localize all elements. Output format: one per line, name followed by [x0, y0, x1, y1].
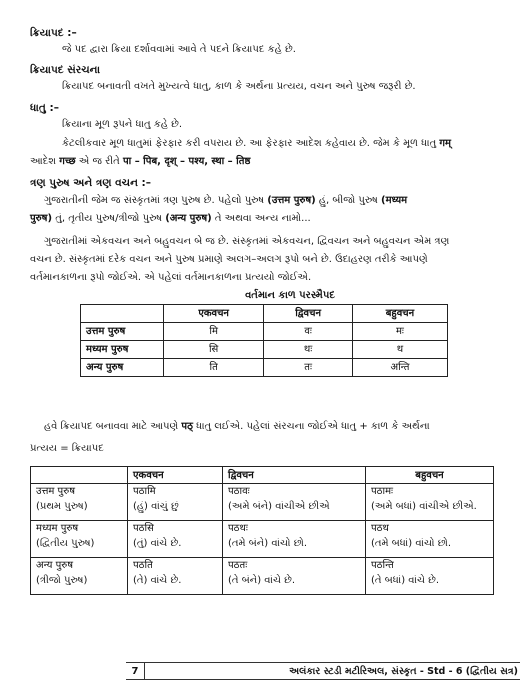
gloss: (અમે બધાં) વાંચીએ છીએ. — [371, 501, 477, 512]
intro2-l1a: હવે ક્રિયાપદ બનાવવા માટે આપણે — [44, 421, 179, 432]
table-cell: मि — [164, 323, 264, 341]
gloss: (તમે બધાં) વાંચો છો. — [371, 538, 452, 549]
table-header: बहुवचन — [366, 467, 494, 484]
row-label-cell — [31, 521, 128, 558]
table-header: एकवचन — [128, 467, 223, 484]
table-header: बहुवचन — [352, 305, 447, 323]
dhatu-line3 — [30, 155, 250, 168]
dhatu-line3-mid: એ જ રીતે — [78, 156, 120, 167]
table-cell: मः — [352, 323, 447, 341]
purush-l1a: ગુજરાતીની જેમ જ સંસ્કૃતમાં ત્રણ પુરુષ છે. પહેલો પુરુષ — [44, 195, 265, 206]
word-form: पठन्ति — [371, 560, 394, 571]
table-header: द्विवचन — [264, 305, 353, 323]
purush-line1 — [44, 194, 407, 207]
table-row — [81, 323, 448, 341]
table-header — [81, 305, 164, 323]
table-cell: थ — [352, 341, 447, 359]
kriyapad-text: જે પદ દ્વારા ક્રિયા દર્શાવવામાં આવે તે પદને ક્રિયાપદ કહે છે. — [62, 44, 296, 55]
table-cell — [223, 521, 366, 558]
page-footer — [126, 662, 520, 680]
purush-l2b: તું, તૃતીય પુરુષ/ત્રીજો પુરુષ — [55, 213, 163, 224]
intro2-line1 — [44, 420, 430, 433]
intro2-path: पठ् — [181, 421, 193, 432]
path-conjugation-table — [30, 466, 494, 595]
intro2-line2: પ્રત્યય = ક્રિયાપદ — [30, 443, 104, 454]
table-row — [81, 359, 448, 377]
vachan-line3: વર્તમાનકાળના રૂપો જોઈએ. એ પહેલાં વર્તમાનકાળના પ્રત્યયો જોઈએ. — [30, 272, 312, 283]
gloss: (તમે બંને) વાંચો છો. — [228, 538, 308, 549]
dhatu-gam: गम् — [439, 138, 452, 149]
row-sublabel: (ત્રીજો પુરુષ) — [36, 575, 88, 586]
word-form: पठतः — [228, 560, 248, 571]
word-form: पठामः — [371, 486, 394, 497]
dhatu-line2 — [62, 137, 451, 150]
vachan-line2: વચન છે. સંસ્કૃતમાં દરેક વચન અને પુરુષ પ્રમાણે અલગ–અલગ રૂપો બને છે. ઉદાહરણ તરીકે આપણે — [30, 254, 428, 265]
gloss: (હું) વાંચું છું — [133, 501, 179, 512]
row-label-cell — [31, 484, 128, 521]
footer-text: અલંકાર સ્ટડી મટીરિઅલ, સંસ્કૃત - Std - 6 (દ્વિતીય સત્ર) — [289, 665, 518, 677]
table-cell — [366, 484, 494, 521]
table-cell: तः — [264, 359, 353, 377]
purush-l1c: હું, બીજો પુરુષ — [318, 195, 378, 206]
table-cell — [366, 521, 494, 558]
table-cell — [128, 558, 223, 595]
heading-rachna: ક્રિયાપદ સંરચના — [30, 64, 101, 76]
table-cell: वः — [264, 323, 353, 341]
dhatu-examples: पा – पिब, दृश् – पश्य, स्था – तिष्ठ — [122, 156, 251, 167]
row-sublabel: (દ્વિતીય પુરુષ) — [36, 538, 95, 549]
table-cell: थः — [264, 341, 353, 359]
purush-anya: (अन्य पुरुष) — [165, 213, 212, 224]
dhatu-gachchha: गच्छ — [59, 156, 76, 167]
heading-purush: ત્રણ પુરુષ અને ત્રણ વચન :– — [30, 177, 151, 189]
gloss: (તું) વાંચે છે. — [133, 538, 182, 549]
vachan-line1: ગુજરાતીમાં એકવચન અને બહુવચન બે જ છે. સંસ્કૃતમાં એકવચન, દ્વિવચન અને બહુવચન એમ ત્રણ — [44, 236, 450, 247]
dhatu-line3-pre: આદેશ — [30, 156, 57, 167]
word-form: पठति — [133, 560, 153, 571]
row-sublabel: (પ્રથમ પુરુષ) — [36, 501, 88, 512]
rachna-text: ક્રિયાપદ બનાવતી વખતે મુખ્યત્વે ધાતુ, કાળ કે અર્થના પ્રત્યય, વચન અને પુરુષ જરૂરી છે. — [62, 81, 416, 92]
table-header — [31, 467, 128, 484]
table-cell: ति — [164, 359, 264, 377]
gloss: (તે બધાં) વાંચે છે. — [371, 575, 440, 586]
purush-l2d: તે અથવા અન્ય નામો... — [214, 213, 311, 224]
row-label: मध्यम पुरुष — [81, 341, 164, 359]
page-number: 7 — [126, 663, 145, 679]
table-cell — [366, 558, 494, 595]
table-cell — [128, 484, 223, 521]
row-label: अन्य पुरुष — [81, 359, 164, 377]
gloss: (અમે બંને) વાંચીએ છીએ — [228, 501, 330, 512]
table-cell: अन्ति — [352, 359, 447, 377]
heading-kriyapad: ક્રિયાપદ :– — [30, 27, 77, 39]
table-header: एकवचन — [164, 305, 264, 323]
table1-caption: વર્તમાન કાળ પરસ્મૈપદ — [245, 290, 335, 301]
table-row — [31, 484, 494, 521]
word-form: पठथः — [228, 523, 248, 534]
word-form: पठथ — [371, 523, 389, 534]
row-label: उत्तम पुरुष — [36, 486, 75, 497]
heading-dhatu: ધાતુ :– — [30, 102, 59, 114]
row-label: मध्यम पुरुष — [36, 523, 79, 534]
gloss: (તે) વાંચે છે. — [133, 575, 182, 586]
table-cell — [223, 484, 366, 521]
word-form: पठावः — [228, 486, 250, 497]
dhatu-line1: ક્રિયાના મૂળ રૂપને ધાતુ કહે છે. — [62, 119, 183, 130]
purush-line2 — [30, 212, 311, 225]
purush-madhyam: (मध्यम — [381, 195, 408, 206]
row-label: अन्य पुरुष — [36, 560, 74, 571]
table-cell — [223, 558, 366, 595]
purush-uttam: (उत्तम पुरुष) — [267, 195, 316, 206]
table-header-row — [81, 305, 448, 323]
row-label-cell — [31, 558, 128, 595]
table-cell — [128, 521, 223, 558]
table-row — [81, 341, 448, 359]
row-label: उत्तम पुरुष — [81, 323, 164, 341]
pratyay-table — [80, 304, 448, 377]
dhatu-line2-pre: કેટલીકવાર મૂળ ધાતુમાં ફેરફાર કરી વપરાય છે. આ ફેરફાર આદેશ કહેવાય છે. જેમ કે મૂળ ધાતુ — [62, 138, 437, 149]
table-cell: सि — [164, 341, 264, 359]
table-header: द्विवचन — [223, 467, 366, 484]
table-row — [31, 558, 494, 595]
word-form: पठामि — [133, 486, 156, 497]
purush-l2a: पुरुष) — [30, 213, 53, 224]
table-row — [31, 521, 494, 558]
intro2-l1c: ધાતુ લઈએ. પહેલાં સંરચના જોઈએ ધાતુ + કાળ કે અર્થના — [196, 421, 430, 432]
word-form: पठसि — [133, 523, 154, 534]
gloss: (તે બંને) વાંચે છે. — [228, 575, 296, 586]
table-header-row — [31, 467, 494, 484]
